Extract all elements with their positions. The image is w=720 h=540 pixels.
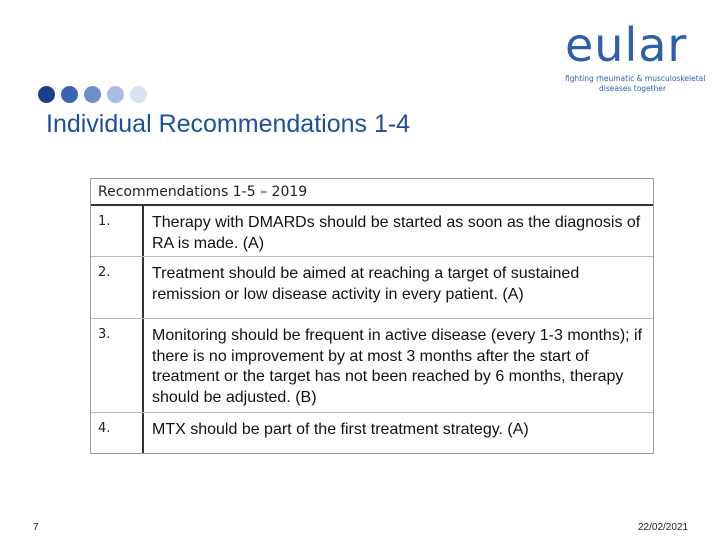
row-text: Monitoring should be frequent in active disease (every 1-3 months); if there is no improvement by at most 3 months after the start of treatment or the target has not been reached by 6 months, therapy should be adjusted. (B) bbox=[152, 327, 643, 406]
slide-title: Individual Recommendations 1-4 bbox=[46, 110, 411, 138]
table-row bbox=[91, 257, 653, 319]
row-text: MTX should be part of the first treatment strategy. (A) bbox=[152, 421, 529, 438]
dot-2 bbox=[61, 86, 78, 103]
logo-tagline-line-2: diseases together bbox=[599, 84, 667, 93]
dot-5 bbox=[130, 86, 147, 103]
table-row bbox=[91, 206, 653, 257]
table-row bbox=[91, 319, 653, 413]
slide-date: 22/02/2021 bbox=[638, 522, 689, 533]
dot-3 bbox=[84, 86, 101, 103]
table-row bbox=[91, 413, 653, 453]
dot-4 bbox=[107, 86, 124, 103]
page-number: 7 bbox=[33, 522, 39, 533]
logo-wordmark: eular bbox=[565, 18, 688, 72]
row-number: 3. bbox=[91, 319, 144, 412]
row-number: 4. bbox=[91, 413, 144, 453]
row-text: Therapy with DMARDs should be started as soon as the diagnosis of RA is made. (A) bbox=[152, 214, 641, 252]
table-heading: Recommendations 1-5 – 2019 bbox=[91, 179, 653, 206]
eular-logo bbox=[565, 18, 706, 94]
row-text: Treatment should be aimed at reaching a target of sustained remission or low disease activity in every patient. (A) bbox=[152, 265, 580, 303]
recommendations-table bbox=[90, 178, 654, 454]
logo-tagline bbox=[565, 74, 706, 94]
decorative-dots bbox=[38, 86, 147, 103]
dot-1 bbox=[38, 86, 55, 103]
logo-tagline-line-1: fighting rheumatic & musculoskeletal bbox=[565, 74, 706, 83]
row-number: 2. bbox=[91, 257, 144, 318]
row-number: 1. bbox=[91, 206, 144, 256]
